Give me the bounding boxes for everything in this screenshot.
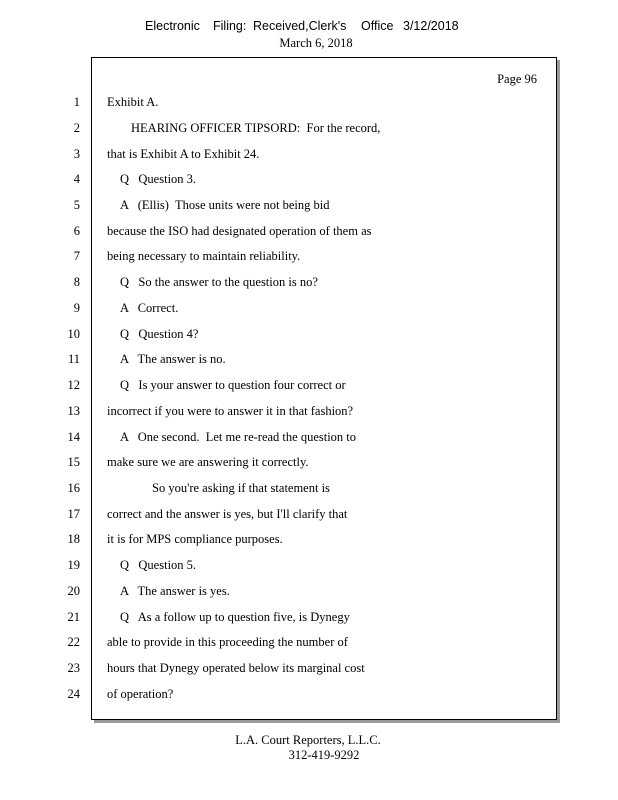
stamp-electronic: Electronic: [145, 19, 200, 33]
transcript-line: it is for MPS compliance purposes.: [107, 532, 283, 546]
line-number: 13: [67, 404, 80, 418]
transcript-line: HEARING OFFICER TIPSORD: For the record,: [131, 121, 381, 135]
transcript-date: March 6, 2018: [279, 36, 353, 50]
stamp-received: Received,Clerk's: [253, 19, 347, 33]
stamp-office: Office: [361, 19, 394, 33]
filing-stamp: [0, 19, 618, 35]
transcript-line: A The answer is no.: [120, 352, 226, 366]
line-number: 17: [67, 507, 80, 521]
transcript-line: Q Question 4?: [120, 327, 199, 341]
line-number: 11: [67, 352, 80, 366]
line-number: 24: [67, 687, 80, 701]
line-number: 22: [67, 635, 80, 649]
transcript-line: Q Question 5.: [120, 558, 197, 572]
transcript-line: correct and the answer is yes, but I'll clarify that: [107, 507, 348, 521]
line-number: 1: [73, 95, 80, 109]
transcript-line: because the ISO had designated operation of them as: [107, 224, 372, 238]
transcript-line: A The answer is yes.: [120, 584, 230, 598]
line-number: 3: [73, 147, 80, 161]
transcript-line: make sure we are answering it correctly.: [107, 455, 309, 469]
line-number: 21: [67, 610, 80, 624]
line-number: 6: [73, 224, 80, 238]
transcript-line: able to provide in this proceeding the number of: [107, 635, 348, 649]
line-number: 4: [73, 172, 80, 186]
line-number: 10: [67, 327, 80, 341]
transcript-line: being necessary to maintain reliability.: [107, 249, 301, 263]
line-number: 8: [73, 275, 80, 289]
page-number: Page 96: [497, 72, 537, 86]
line-number: 20: [67, 584, 80, 598]
transcript-line: Q Question 3.: [120, 172, 197, 186]
stamp-filing: Filing:: [213, 19, 247, 33]
transcript-line: that is Exhibit A to Exhibit 24.: [107, 147, 260, 161]
transcript-line: incorrect if you were to answer it in that fashion?: [107, 404, 354, 418]
line-number: 9: [73, 301, 80, 315]
line-number: 23: [67, 661, 80, 675]
line-number: 7: [73, 249, 80, 263]
transcript-line: Q So the answer to the question is no?: [120, 275, 318, 289]
transcript-line: A Correct.: [120, 301, 179, 315]
footer-company: L.A. Court Reporters, L.L.C.: [235, 733, 381, 747]
line-number: 2: [73, 121, 80, 135]
footer-phone: 312-419-9292: [288, 748, 360, 762]
line-number: 16: [67, 481, 80, 495]
line-number: 5: [73, 198, 80, 212]
transcript-line: of operation?: [107, 687, 174, 701]
line-number: 18: [67, 532, 80, 546]
line-number: 14: [67, 430, 80, 444]
transcript-line: Exhibit A.: [107, 95, 159, 109]
transcript-line: A (Ellis) Those units were not being bid: [120, 198, 330, 212]
line-number: 19: [67, 558, 80, 572]
transcript-line: hours that Dynegy operated below its marginal cost: [107, 661, 365, 675]
line-number: 15: [67, 455, 80, 469]
transcript-line: Q As a follow up to question five, is Dynegy: [120, 610, 350, 624]
line-number: 12: [67, 378, 80, 392]
transcript-line: A One second. Let me re-read the question to: [120, 430, 357, 444]
transcript-line: So you're asking if that statement is: [152, 481, 330, 495]
stamp-date: 3/12/2018: [403, 19, 459, 33]
transcript-line: Q Is your answer to question four correct or: [120, 378, 346, 392]
